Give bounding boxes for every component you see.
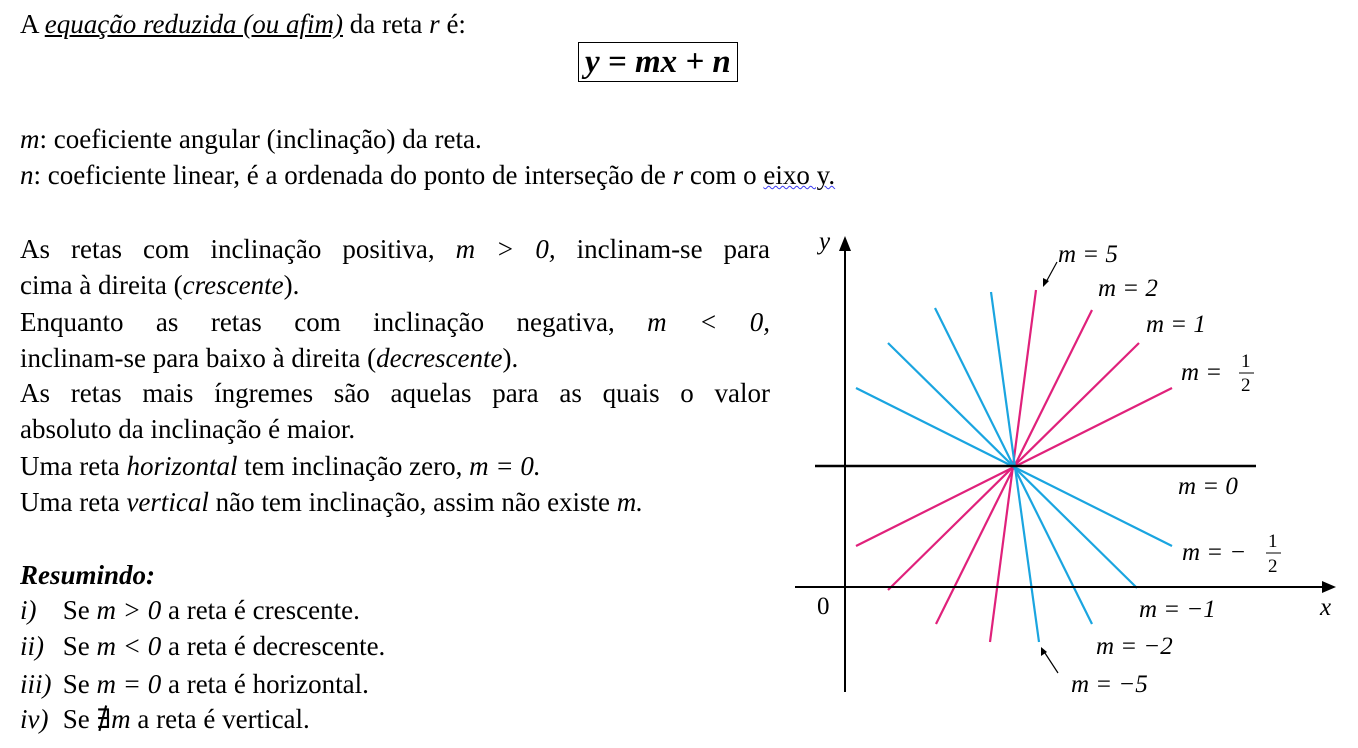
- intro-var: r: [429, 9, 440, 39]
- para-l7i: horizontal: [126, 451, 238, 481]
- intro-prefix: A: [20, 9, 39, 39]
- para-line-6: absoluto da inclinação é maior.: [20, 414, 356, 444]
- summary-cond: m = 0: [96, 669, 162, 699]
- para-l7m: m = 0.: [469, 451, 541, 481]
- summary-cond: ∄m: [96, 704, 131, 734]
- def-n-var: n: [20, 160, 34, 190]
- summary-cond: m < 0: [96, 631, 162, 661]
- para-l8b: não tem inclinação, assim não existe: [215, 487, 611, 517]
- summary-num: i): [20, 595, 37, 625]
- def-n-text-2: com o: [689, 160, 757, 190]
- para-l7a: Uma reta: [20, 451, 120, 481]
- def-m-text: : coeficiente angular (inclinação) da reta.: [39, 124, 482, 154]
- summary-title: Resumindo:: [20, 560, 156, 590]
- label-m-half: m =: [1181, 359, 1223, 386]
- para-l3a: Enquanto as retas com inclinação negativa,: [20, 307, 615, 337]
- para-l1b: inclinam-se para: [576, 234, 771, 264]
- para-l8a: Uma reta: [20, 487, 120, 517]
- intro-suffix: da reta: [349, 9, 423, 39]
- para-l8i: vertical: [126, 487, 209, 517]
- para-l4b: ).: [502, 343, 519, 373]
- def-m-var: m: [20, 124, 40, 154]
- para-l1a: As retas com inclinação positiva,: [20, 234, 435, 264]
- equation-box: y = mx + n: [578, 42, 738, 82]
- label-m-neg-2: m = −2: [1096, 633, 1173, 660]
- def-n-text-1: : coeficiente linear, é a ordenada do ponto de interseção de: [33, 160, 666, 190]
- summary-post: a reta é vertical.: [137, 704, 310, 734]
- para-l1m: m > 0,: [455, 234, 556, 264]
- label-m-1: m = 1: [1146, 311, 1206, 338]
- summary-pre: Se: [62, 595, 90, 625]
- summary-num: iii): [20, 669, 52, 699]
- summary-cond: m > 0: [96, 595, 162, 625]
- label-m-0: m = 0: [1178, 473, 1238, 500]
- para-l2a: cima à direita (: [20, 270, 183, 300]
- x-axis-arrow: [1322, 581, 1336, 593]
- para-l3m: m < 0,: [647, 307, 771, 337]
- label-m-2: m = 2: [1098, 275, 1158, 302]
- y-axis-arrow: [839, 236, 851, 251]
- y-axis-label: y: [819, 228, 831, 255]
- def-n-axis: eixo y.: [763, 160, 836, 190]
- para-l4a: inclinam-se para baixo à direita (: [20, 343, 377, 373]
- summary-pre: Se: [62, 704, 90, 734]
- summary-pre: Se: [62, 631, 90, 661]
- summary-post: a reta é crescente.: [167, 595, 360, 625]
- label-m-5: m = 5: [1058, 241, 1118, 268]
- summary-num: iv): [20, 704, 49, 734]
- summary-post: a reta é horizontal.: [167, 669, 369, 699]
- summary-pre: Se: [62, 669, 90, 699]
- intro-term: equação reduzida (ou afim): [44, 9, 343, 39]
- para-l4i: decrescente: [376, 343, 503, 373]
- origin-label: 0: [817, 593, 830, 620]
- para-line-5: As retas mais íngremes são aquelas para as quais o valor: [20, 378, 770, 408]
- summary-post: a reta é decrescente.: [167, 631, 386, 661]
- summary-num: ii): [20, 631, 44, 661]
- def-n-var-r: r: [672, 160, 684, 190]
- label-m-half-num: 1: [1241, 351, 1251, 372]
- label-m-neg-1: m = −1: [1139, 596, 1216, 623]
- para-l2i: crescente: [182, 270, 284, 300]
- label-m-neg-half-num: 1: [1268, 531, 1278, 552]
- x-axis-label: x: [1320, 594, 1332, 621]
- label-m-neg-half: m = −: [1182, 539, 1247, 566]
- label-m-half-den: 2: [1241, 375, 1251, 396]
- para-l2b: ).: [283, 270, 300, 300]
- mneg5-pointer: [1043, 650, 1058, 673]
- para-l7b: tem inclinação zero,: [244, 451, 463, 481]
- intro-end: é:: [446, 9, 466, 39]
- label-m-neg-5: m = −5: [1071, 671, 1148, 698]
- para-l8m: m.: [616, 487, 644, 517]
- label-m-neg-half-den: 2: [1268, 556, 1278, 577]
